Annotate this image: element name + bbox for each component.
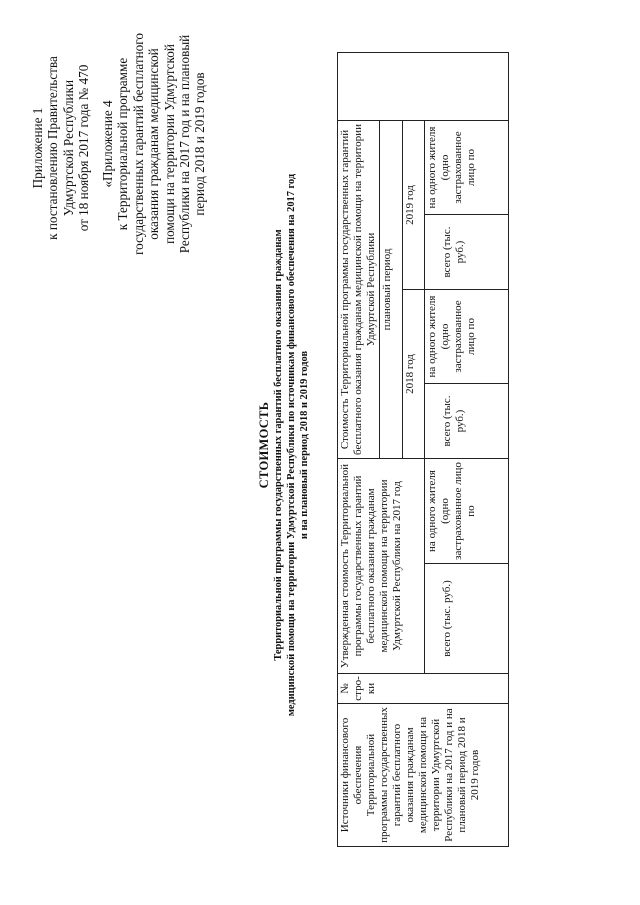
appendix-date: от 18 ноября 2017 года № 470	[76, 64, 92, 232]
appendix-resolution: к постановлению Правительства	[45, 56, 61, 240]
heading-line1: Территориальной программы государственных гарантий бесплатного оказания гражданам	[273, 229, 284, 661]
document-heading	[257, 45, 312, 845]
heading-line2: медицинской помощи на территории Удмуртской Республики по источникам финансового обеспечения на 2017 год	[286, 173, 298, 717]
appendix4-line4: оказания гражданам медицинской	[146, 48, 162, 240]
header-approved-per-capita: на одного жителя (одно застрахованное лицо по	[425, 459, 509, 564]
heading-line3: и на плановый период 2018 и 2019 годов	[299, 350, 311, 540]
header-empty	[338, 52, 509, 120]
header-2018-total: всего (тыс. руб.)	[425, 384, 509, 459]
appendix4-line7: период 2018 и 2019 годов	[192, 72, 208, 216]
appendix4-line5: помощи на территории Удмуртской	[161, 44, 177, 244]
header-row-number: № стро-ки	[338, 674, 509, 704]
appendix-1-block	[30, 3, 92, 293]
header-year-2018: 2018 год	[403, 290, 425, 459]
header-planned-period: плановый период	[380, 120, 403, 458]
header-2019-total: всего (тыс. руб.)	[425, 215, 509, 290]
appendix4-title: «Приложение 4	[100, 100, 115, 188]
appendix4-line2: к Территориальной программе	[115, 57, 131, 231]
header-sources: Источники финансового обеспечения Территориальной программы государственных гарантий бесплатного оказания гражданам медицинской помощи на территории Удмуртской Республики на 2017 год и на плановый период 2018 и 2019 годов	[338, 704, 509, 847]
header-year-2019: 2019 год	[403, 120, 425, 289]
header-2018-per-capita: на одного жителя (одно застрахованное лицо по	[425, 290, 509, 384]
appendix-title: Приложение 1	[30, 107, 45, 189]
appendix-republic: Удмуртской Республики	[60, 79, 76, 217]
header-program-cost: Стоимость Территориальной программы государственных гарантий бесплатного оказания гражданам медицинской помощи на территории Удмуртской Республики	[338, 120, 380, 458]
appendix4-line3: государственных гарантий бесплатного	[130, 33, 146, 255]
appendix-4-block	[100, 3, 208, 285]
header-2019-per-capita: на одного жителя (одно застрахованное лицо по	[425, 120, 509, 214]
header-approved-total: всего (тыс. руб.)	[425, 564, 509, 674]
heading-word: СТОИМОСТЬ	[257, 401, 271, 489]
appendix4-line6: Республики на 2017 год и на плановый	[177, 34, 193, 254]
cost-table	[337, 52, 509, 847]
header-approved-cost: Утвержденная стоимость Территориальной программы государственных гарантий бесплатного оказания гражданам медицинской помощи на территории Удмуртской Республики на 2017 год	[338, 459, 425, 674]
